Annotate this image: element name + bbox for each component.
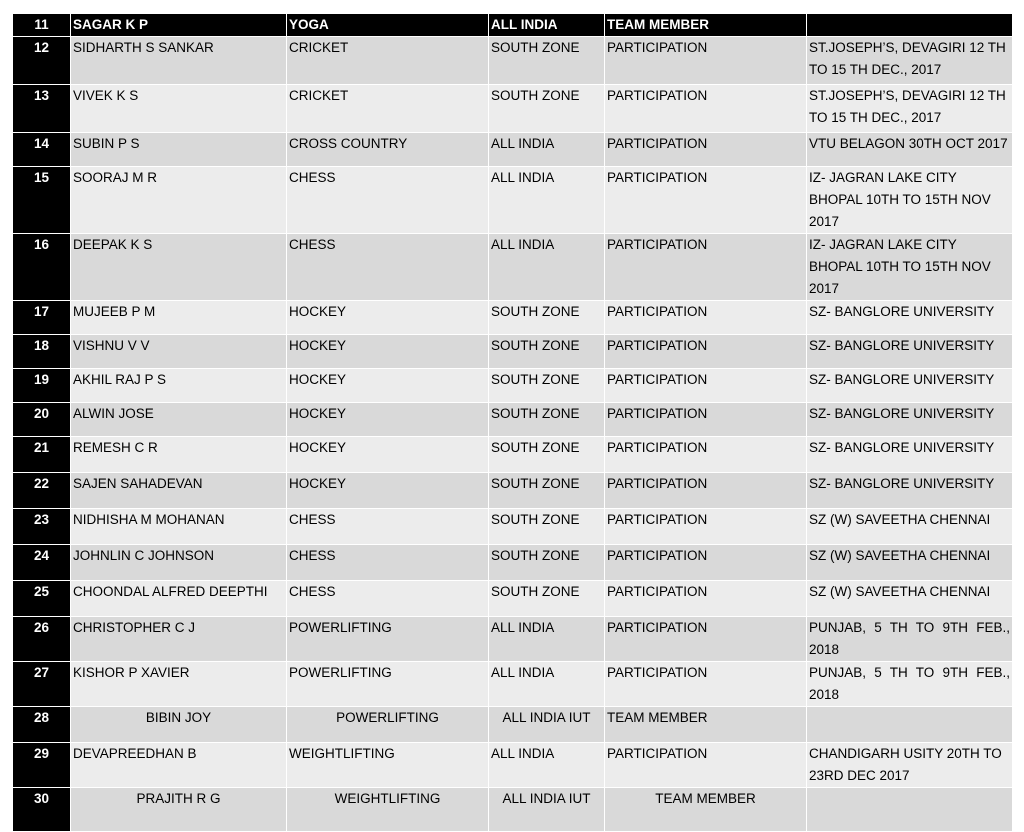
cell-sport: POWERLIFTING — [287, 662, 489, 707]
cell-sport: HOCKEY — [287, 473, 489, 509]
cell-name: DEVAPREEDHAN B — [71, 743, 287, 788]
header-sport: YOGA — [287, 14, 489, 37]
cell-venue: SZ- BANGLORE UNIVERSITY — [807, 403, 1013, 437]
cell-status: PARTICIPATION — [605, 743, 807, 788]
cell-status: PARTICIPATION — [605, 85, 807, 133]
cell-sport: HOCKEY — [287, 437, 489, 473]
cell-name: DEEPAK K S — [71, 234, 287, 301]
cell-serial: 25 — [13, 581, 71, 617]
cell-sport: CHESS — [287, 234, 489, 301]
header-level: ALL INDIA — [489, 14, 605, 37]
cell-venue: SZ- BANGLORE UNIVERSITY — [807, 301, 1013, 335]
cell-serial: 27 — [13, 662, 71, 707]
cell-level: SOUTH ZONE — [489, 369, 605, 403]
cell-sport: CHESS — [287, 167, 489, 234]
cell-serial: 20 — [13, 403, 71, 437]
cell-sport: WEIGHTLIFTING — [287, 788, 489, 832]
cell-venue: SZ (W) SAVEETHA CHENNAI — [807, 509, 1013, 545]
header-venue — [807, 14, 1013, 37]
cell-venue: ST.JOSEPH’S, DEVAGIRI 12 TH TO 15 TH DEC., 2017 — [807, 85, 1013, 133]
table-row — [13, 85, 1013, 133]
cell-sport: CHESS — [287, 545, 489, 581]
cell-status: PARTICIPATION — [605, 581, 807, 617]
table-row — [13, 788, 1013, 832]
cell-level: SOUTH ZONE — [489, 85, 605, 133]
cell-sport: CROSS COUNTRY — [287, 133, 489, 167]
cell-venue: CHANDIGARH USITY 20TH TO 23RD DEC 2017 — [807, 743, 1013, 788]
cell-name: SUBIN P S — [71, 133, 287, 167]
cell-venue: IZ- JAGRAN LAKE CITY BHOPAL 10TH TO 15TH NOV 2017 — [807, 167, 1013, 234]
cell-venue: SZ- BANGLORE UNIVERSITY — [807, 473, 1013, 509]
cell-serial: 15 — [13, 167, 71, 234]
cell-serial: 23 — [13, 509, 71, 545]
cell-serial: 19 — [13, 369, 71, 403]
cell-serial: 30 — [13, 788, 71, 832]
table-row — [13, 133, 1013, 167]
cell-status: PARTICIPATION — [605, 662, 807, 707]
cell-sport: CRICKET — [287, 37, 489, 85]
cell-venue: PUNJAB, 5 TH TO 9TH FEB., 2018 — [807, 617, 1013, 662]
cell-level: SOUTH ZONE — [489, 301, 605, 335]
cell-level: ALL INDIA — [489, 743, 605, 788]
table-row — [13, 335, 1013, 369]
table-row — [13, 369, 1013, 403]
cell-status: TEAM MEMBER — [605, 788, 807, 832]
cell-serial: 28 — [13, 707, 71, 743]
cell-serial: 29 — [13, 743, 71, 788]
cell-status: PARTICIPATION — [605, 403, 807, 437]
table-row — [13, 707, 1013, 743]
cell-name: MUJEEB P M — [71, 301, 287, 335]
cell-venue: ST.JOSEPH’S, DEVAGIRI 12 TH TO 15 TH DEC., 2017 — [807, 37, 1013, 85]
cell-serial: 17 — [13, 301, 71, 335]
cell-venue: SZ- BANGLORE UNIVERSITY — [807, 335, 1013, 369]
table-row — [13, 743, 1013, 788]
cell-serial: 18 — [13, 335, 71, 369]
cell-serial: 26 — [13, 617, 71, 662]
cell-sport: HOCKEY — [287, 301, 489, 335]
cell-name: VISHNU V V — [71, 335, 287, 369]
cell-venue: VTU BELAGON 30TH OCT 2017 — [807, 133, 1013, 167]
cell-sport: CHESS — [287, 581, 489, 617]
cell-status: TEAM MEMBER — [605, 707, 807, 743]
cell-level: ALL INDIA — [489, 167, 605, 234]
cell-serial: 12 — [13, 37, 71, 85]
cell-level: ALL INDIA — [489, 234, 605, 301]
cell-name: REMESH C R — [71, 437, 287, 473]
cell-status: PARTICIPATION — [605, 167, 807, 234]
cell-serial: 24 — [13, 545, 71, 581]
cell-name: PRAJITH R G — [71, 788, 287, 832]
table-header-row — [13, 14, 1013, 37]
cell-level: ALL INDIA IUT — [489, 788, 605, 832]
cell-name: SOORAJ M R — [71, 167, 287, 234]
cell-sport: HOCKEY — [287, 335, 489, 369]
cell-sport: HOCKEY — [287, 403, 489, 437]
cell-level: SOUTH ZONE — [489, 403, 605, 437]
cell-serial: 14 — [13, 133, 71, 167]
cell-level: SOUTH ZONE — [489, 545, 605, 581]
cell-venue — [807, 707, 1013, 743]
table-row — [13, 545, 1013, 581]
cell-serial: 21 — [13, 437, 71, 473]
cell-venue — [807, 788, 1013, 832]
cell-name: SIDHARTH S SANKAR — [71, 37, 287, 85]
cell-level: SOUTH ZONE — [489, 473, 605, 509]
header-serial: 11 — [13, 14, 71, 37]
table-row — [13, 167, 1013, 234]
cell-venue: SZ- BANGLORE UNIVERSITY — [807, 437, 1013, 473]
table-row — [13, 581, 1013, 617]
cell-status: PARTICIPATION — [605, 234, 807, 301]
table-row — [13, 437, 1013, 473]
cell-level: SOUTH ZONE — [489, 437, 605, 473]
cell-venue: SZ (W) SAVEETHA CHENNAI — [807, 545, 1013, 581]
cell-status: PARTICIPATION — [605, 37, 807, 85]
cell-status: PARTICIPATION — [605, 335, 807, 369]
table-row — [13, 509, 1013, 545]
cell-level: ALL INDIA — [489, 617, 605, 662]
cell-serial: 22 — [13, 473, 71, 509]
table-row — [13, 403, 1013, 437]
participation-table — [12, 13, 1013, 832]
cell-venue: IZ- JAGRAN LAKE CITY BHOPAL 10TH TO 15TH NOV 2017 — [807, 234, 1013, 301]
table-row — [13, 234, 1013, 301]
cell-status: PARTICIPATION — [605, 369, 807, 403]
table-row — [13, 37, 1013, 85]
cell-name: CHOONDAL ALFRED DEEPTHI — [71, 581, 287, 617]
cell-name: AKHIL RAJ P S — [71, 369, 287, 403]
cell-status: PARTICIPATION — [605, 473, 807, 509]
cell-level: ALL INDIA IUT — [489, 707, 605, 743]
cell-status: PARTICIPATION — [605, 301, 807, 335]
cell-name: BIBIN JOY — [71, 707, 287, 743]
cell-level: SOUTH ZONE — [489, 581, 605, 617]
cell-level: ALL INDIA — [489, 133, 605, 167]
cell-sport: HOCKEY — [287, 369, 489, 403]
cell-sport: CRICKET — [287, 85, 489, 133]
cell-name: NIDHISHA M MOHANAN — [71, 509, 287, 545]
table-row — [13, 617, 1013, 662]
cell-sport: POWERLIFTING — [287, 707, 489, 743]
cell-status: PARTICIPATION — [605, 509, 807, 545]
cell-name: SAJEN SAHADEVAN — [71, 473, 287, 509]
cell-venue: SZ- BANGLORE UNIVERSITY — [807, 369, 1013, 403]
cell-status: PARTICIPATION — [605, 437, 807, 473]
header-name: SAGAR K P — [71, 14, 287, 37]
table-row — [13, 473, 1013, 509]
cell-status: PARTICIPATION — [605, 617, 807, 662]
cell-sport: WEIGHTLIFTING — [287, 743, 489, 788]
cell-level: SOUTH ZONE — [489, 37, 605, 85]
cell-level: SOUTH ZONE — [489, 509, 605, 545]
cell-status: PARTICIPATION — [605, 133, 807, 167]
cell-sport: POWERLIFTING — [287, 617, 489, 662]
header-status: TEAM MEMBER — [605, 14, 807, 37]
cell-status: PARTICIPATION — [605, 545, 807, 581]
cell-name: CHRISTOPHER C J — [71, 617, 287, 662]
cell-level: ALL INDIA — [489, 662, 605, 707]
table-row — [13, 662, 1013, 707]
cell-serial: 13 — [13, 85, 71, 133]
cell-venue: PUNJAB, 5 TH TO 9TH FEB., 2018 — [807, 662, 1013, 707]
cell-name: VIVEK K S — [71, 85, 287, 133]
cell-name: JOHNLIN C JOHNSON — [71, 545, 287, 581]
cell-serial: 16 — [13, 234, 71, 301]
cell-level: SOUTH ZONE — [489, 335, 605, 369]
cell-sport: CHESS — [287, 509, 489, 545]
cell-name: ALWIN JOSE — [71, 403, 287, 437]
table-row — [13, 301, 1013, 335]
cell-name: KISHOR P XAVIER — [71, 662, 287, 707]
cell-venue: SZ (W) SAVEETHA CHENNAI — [807, 581, 1013, 617]
